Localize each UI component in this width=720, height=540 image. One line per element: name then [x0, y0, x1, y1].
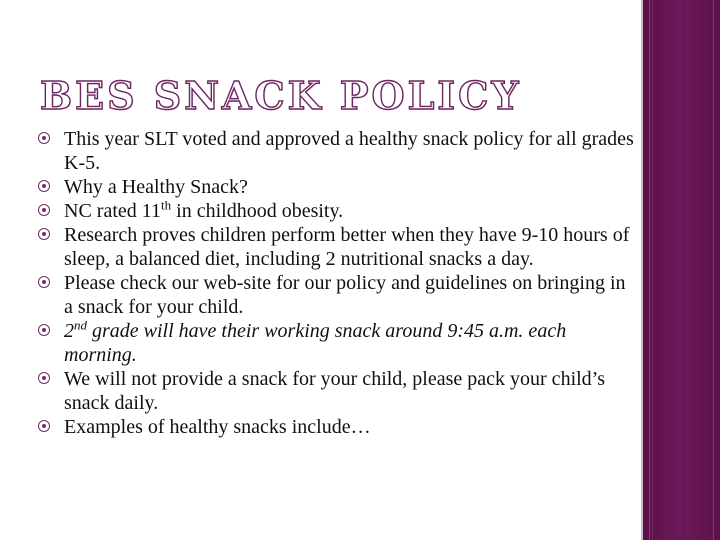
- ordinal-suffix: nd: [74, 317, 87, 333]
- bullet-text: Why a Healthy Snack?: [64, 176, 248, 198]
- circle-target-icon: [38, 180, 50, 192]
- circle-target-icon: [38, 228, 50, 240]
- sidebar-stripe: [652, 0, 653, 540]
- bullet-item: [38, 175, 638, 199]
- bullet-text: Research proves children perform better when they have 9-10 hours of sleep, a balanced diet, including 2 nutritional snacks a day.: [64, 224, 630, 270]
- circle-target-icon: [38, 324, 50, 336]
- decorative-sidebar: [641, 0, 720, 540]
- bullet-text: NC rated 11: [64, 200, 162, 222]
- bullet-text: Examples of healthy snacks include…: [64, 416, 371, 438]
- bullet-text: We will not provide a snack for your child, please pack your child’s snack daily.: [64, 368, 606, 414]
- circle-target-icon: [38, 132, 50, 144]
- bullet-item: [38, 367, 638, 415]
- circle-target-icon: [38, 420, 50, 432]
- ordinal-suffix: th: [161, 197, 172, 213]
- bullet-text: 2: [64, 320, 74, 342]
- bullet-text-cont: in childhood obesity.: [171, 200, 344, 222]
- bullet-item: [38, 127, 638, 175]
- sidebar-stripe: [649, 0, 650, 540]
- slide-title: BES SNACK POLICY: [40, 73, 522, 118]
- bullet-item: [38, 271, 638, 319]
- bullet-item: [38, 223, 638, 271]
- bullet-text: Please check our web-site for our policy and guidelines on bringing in a snack for your child.: [64, 272, 626, 318]
- circle-target-icon: [38, 276, 50, 288]
- bullet-text: This year SLT voted and approved a healthy snack policy for all grades K-5.: [64, 128, 634, 174]
- bullet-item: [38, 319, 638, 367]
- bullet-item: [38, 199, 638, 223]
- bullet-list: [38, 127, 638, 439]
- sidebar-stripe: [683, 0, 684, 540]
- bullet-text-cont: grade will have their working snack around 9:45 a.m. each morning.: [64, 320, 567, 366]
- circle-target-icon: [38, 372, 50, 384]
- circle-target-icon: [38, 204, 50, 216]
- sidebar-stripe: [713, 0, 714, 540]
- bullet-item: [38, 415, 638, 439]
